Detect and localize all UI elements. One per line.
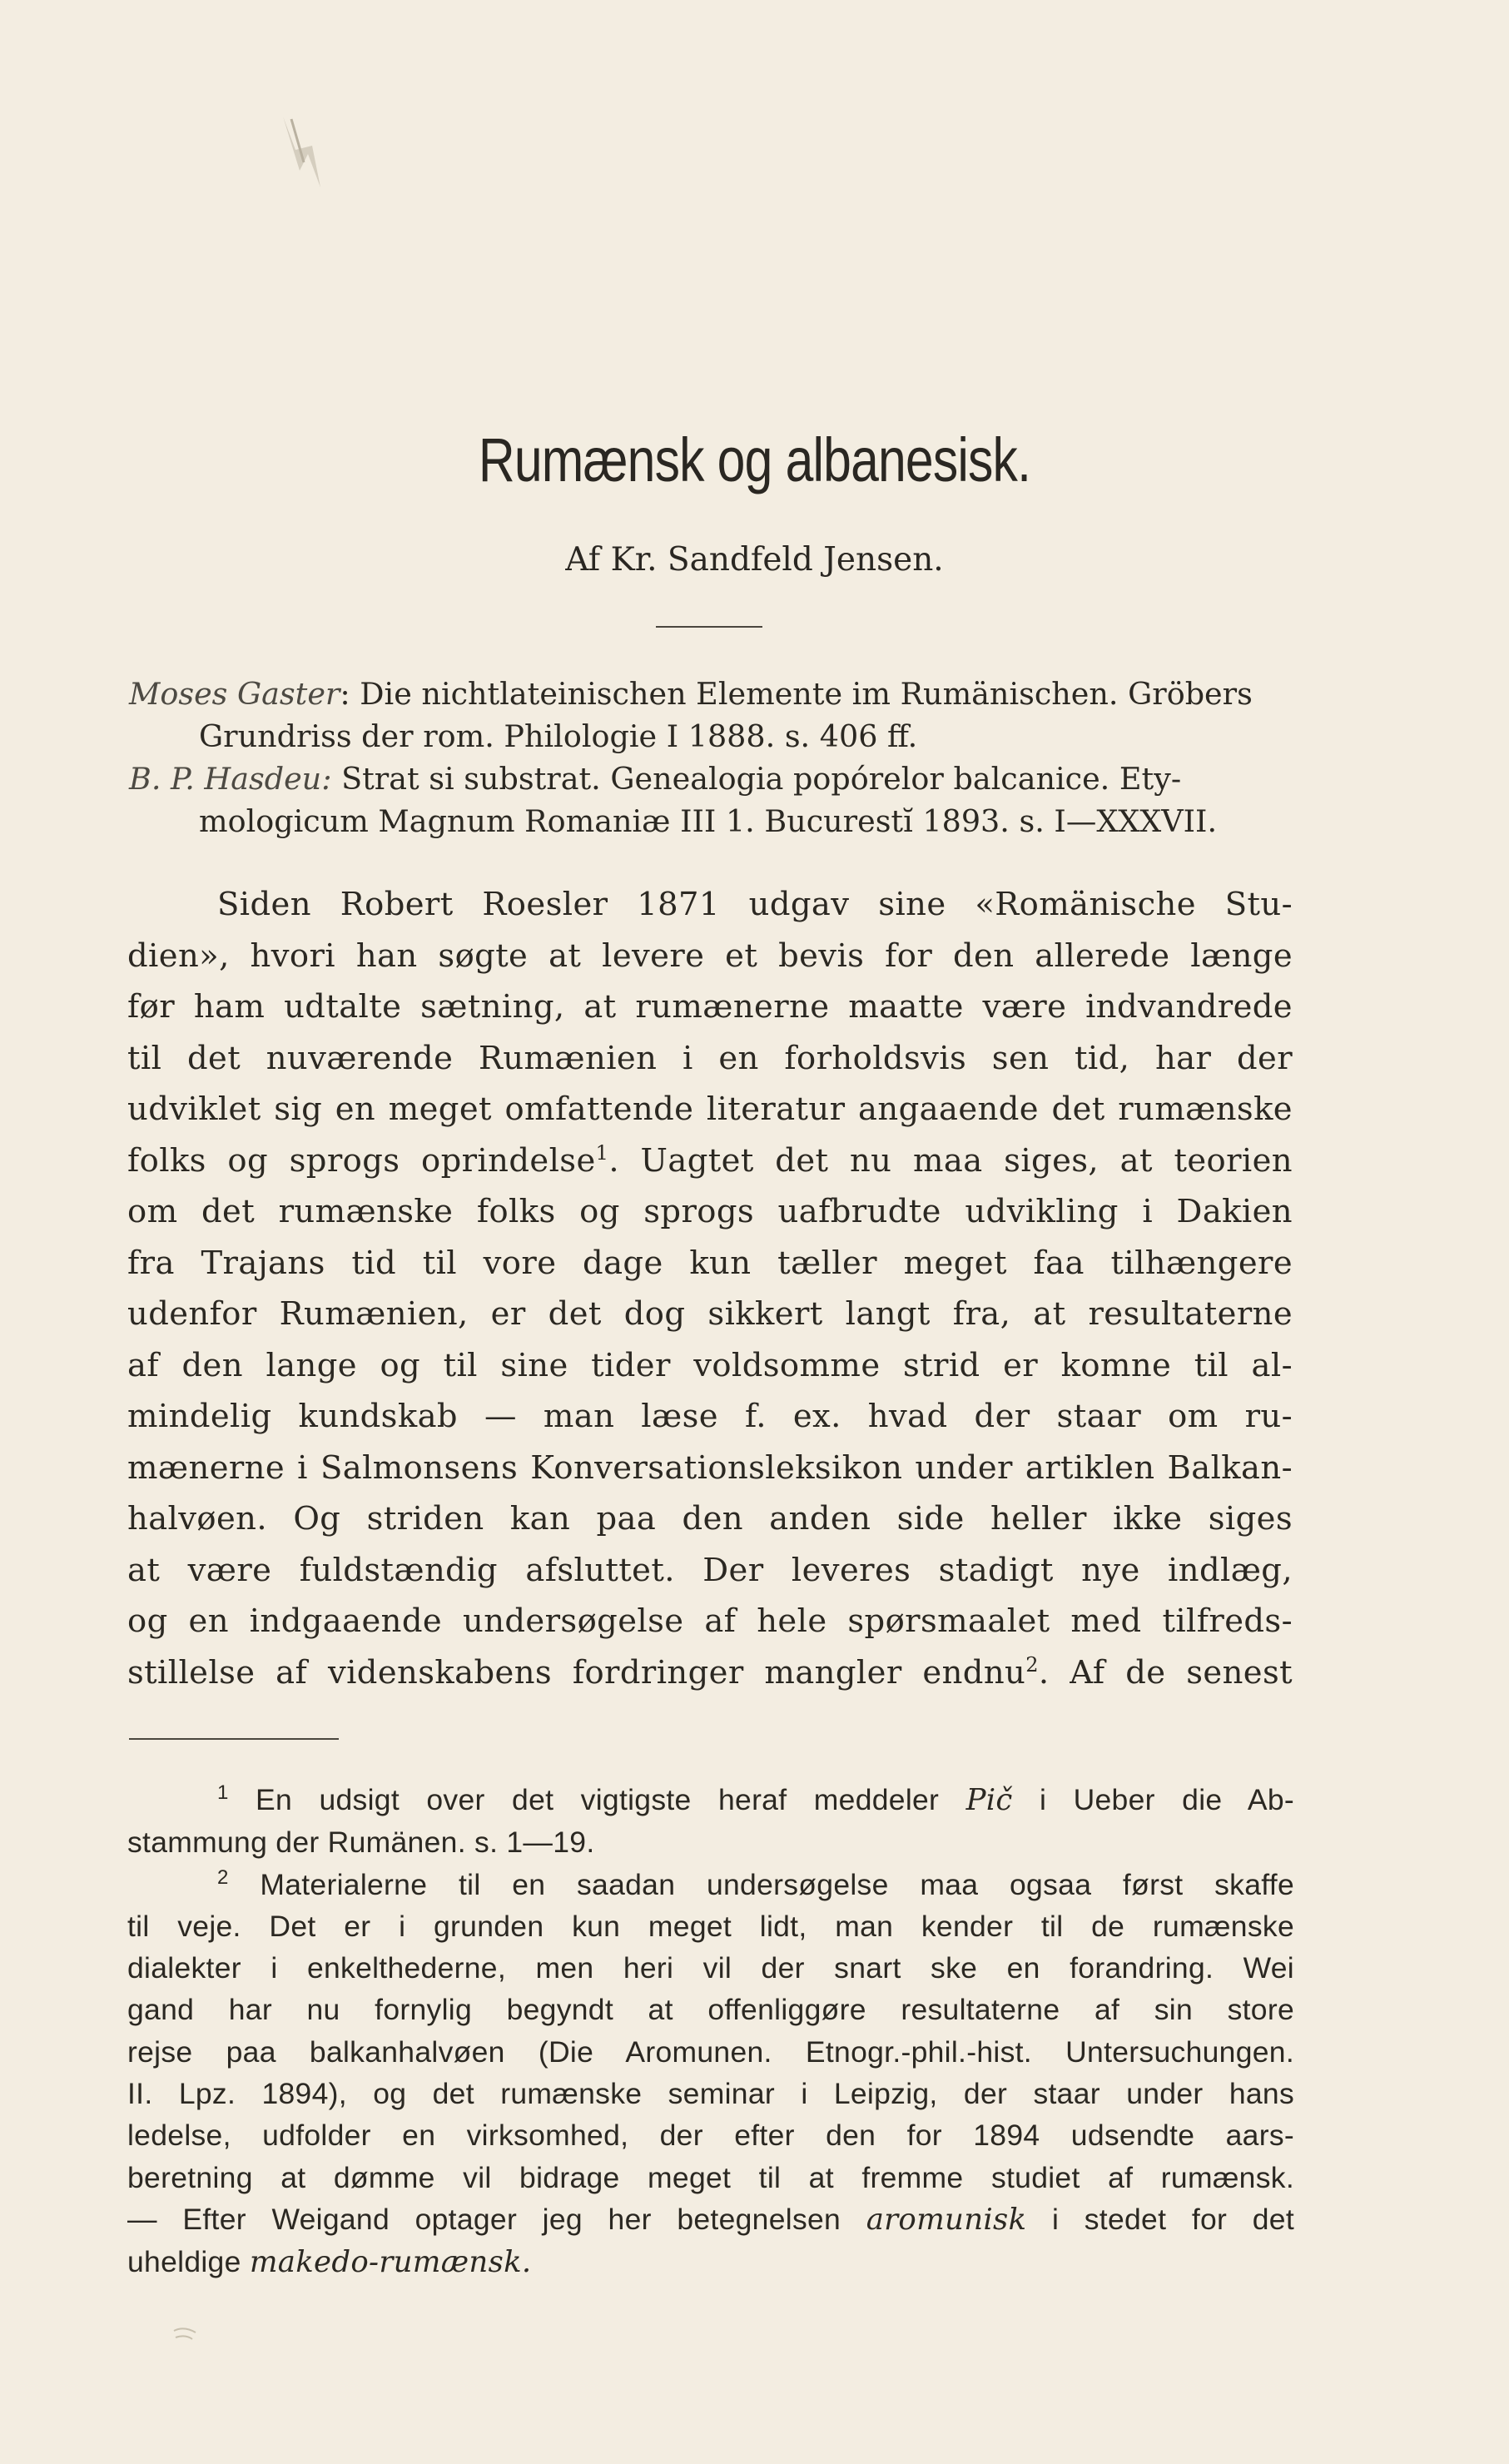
body-line: udviklet sig en meget omfattende literatur angaaende det rumænske (127, 1090, 1293, 1128)
footnote-ref: 2 (1025, 1652, 1039, 1677)
body-line: folks og sprogs oprindelse$^1$. Uagtet det nu maa siges, at teorien (127, 1140, 1293, 1180)
footnote-divider (129, 1738, 339, 1740)
reference-author: Moses Gaster (129, 676, 340, 712)
footnote-line: uheldige makedo-rumænsk. (127, 2245, 532, 2280)
author-byline: Af Kr. Sandfeld Jensen. (565, 541, 944, 579)
body-line: før ham udtalte sætning, at rumænerne maatte være indvandrede (127, 988, 1293, 1026)
reference-text: mologicum Magnum Romaniæ III 1. Bucurestĭ 1893. s. I—XXXVII. (199, 803, 1218, 839)
footnote-line: $^1$ En udsigt over det vigtigste heraf meddeler Pič i Ueber die Ab- (217, 1781, 1294, 1817)
body-line: til det nuværende Rumænien i en forholdsvis sen tid, har der (127, 1039, 1293, 1077)
footnote-line: stammung der Rumänen. s. 1—19. (127, 1826, 595, 1860)
reference-list (129, 673, 1294, 842)
body-line: og en indgaaende undersøgelse af hele spørsmaalet med tilfreds- (127, 1602, 1293, 1640)
footnote-line: til veje. Det er i grunden kun meget lidt, man kender til de rumænske (127, 1909, 1294, 1943)
printers-mark-icon (275, 112, 341, 191)
body-line: mindelig kundskab — man læse f. ex. hvad der staar om ru- (127, 1398, 1293, 1435)
footnote-line: II. Lpz. 1894), og det rumænske seminar i Leipzig, der staar under hans (127, 2077, 1294, 2111)
reference-author: B. P. Hasdeu: (129, 761, 332, 797)
reference-text: Strat si substrat. Genealogia popórelor balcanice. Ety- (331, 761, 1182, 797)
footnote-line: dialekter i enkelthederne, men heri vil der snart ske en forandring. Wei (127, 1951, 1294, 1985)
footnote-line: gand har nu fornylig begyndt at offenliggøre resultaterne af sin store (127, 1993, 1294, 2027)
footnote-ref: 1 (595, 1140, 609, 1165)
body-line: mænerne i Salmonsens Konversationsleksikon under artiklen Balkan- (127, 1448, 1293, 1487)
footnotes (127, 1779, 1294, 2284)
reference-text: : Die nichtlateinischen Elemente im Rumänischen. Gröbers (340, 676, 1253, 712)
footnote-line: ledelse, udfolder en virksomhed, der efter den for 1894 udsendte aars- (127, 2119, 1294, 2153)
body-line: stillelse af videnskabens fordringer mangler endnu$^2$. Af de senest (127, 1652, 1293, 1692)
body-text (127, 879, 1293, 1698)
footnote-number: 2 (217, 1865, 229, 1889)
body-line: om det rumænske folks og sprogs uafbrudte udvikling i Dakien (127, 1193, 1293, 1230)
reference-item (129, 758, 1294, 842)
body-line: Siden Robert Roesler 1871 udgav sine «Romänische Stu- (217, 886, 1293, 923)
footnote-line: — Efter Weigand optager jeg her betegnelsen aromunisk i stedet for det (127, 2202, 1294, 2237)
body-line: halvøen. Og striden kan paa den anden side heller ikke siges (127, 1500, 1293, 1538)
footnote-number: 1 (217, 1781, 229, 1805)
reference-text: Grundriss der rom. Philologie I 1888. s. 406 ff. (199, 718, 918, 754)
reference-item (129, 673, 1294, 758)
body-line: at være fuldstændig afsluttet. Der leveres stadigt nye indlæg, (127, 1551, 1293, 1589)
footnote-line: beretning at dømme vil bidrage meget til at fremme studiet af rumænsk. (127, 2160, 1294, 2194)
title-divider (656, 626, 762, 628)
body-line: fra Trajans tid til vore dage kun tæller meget faa tilhængere (127, 1244, 1293, 1282)
body-line: udenfor Rumænien, er det dog sikkert langt fra, at resultaterne (127, 1295, 1293, 1333)
body-line: dien», hvori han søgte at levere et bevis for den allerede længe (127, 936, 1293, 975)
body-line: af den lange og til sine tider voldsomme strid er komne til al- (127, 1346, 1293, 1384)
ink-smudge-icon (171, 2322, 204, 2347)
footnote-line: $^2$ Materialerne til en saadan undersøgelse maa ogsaa først skaffe (217, 1865, 1294, 1901)
footnote-line: rejse paa balkanhalvøen (Die Aromunen. Etnogr.-phil.-hist. Untersuchungen. (127, 2034, 1294, 2069)
article-title: Rumænsk og albanesisk. (478, 425, 1031, 494)
